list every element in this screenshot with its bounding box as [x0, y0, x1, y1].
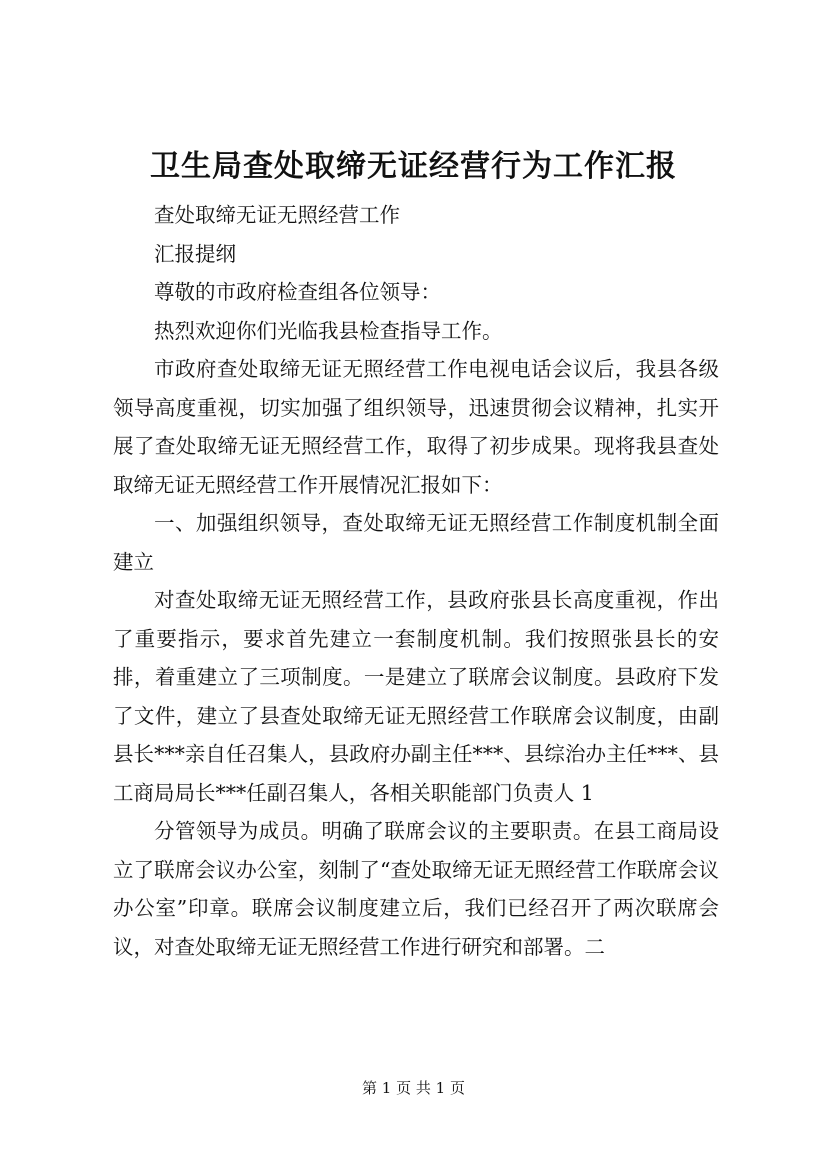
- paragraph-welcome: 热烈欢迎你们光临我县检查指导工作。: [154, 318, 503, 343]
- document-title: 卫生局查处取缔无证经营行为工作汇报: [150, 149, 677, 184]
- page-footer: 第 1 页 共 1 页: [362, 1079, 465, 1097]
- paragraph-intro: 市政府查处取缔无证无照经营工作电视电话会议后，我县各级领导高度重视，切实加强了组织领导，迅速贯彻会议精神，扎实开展了查处取缔无证无照经营工作，取得了初步成果。现将我县查处取缔无证无照经营工作开展情况汇报如下：: [113, 357, 719, 497]
- paragraph-outline: 汇报提纲: [154, 241, 236, 266]
- paragraph-salutation: 尊敬的市政府检查组各位领导：: [154, 280, 441, 304]
- paragraph-body: 对查处取缔无证无照经营工作，县政府张县长高度重视，作出了重要指示，要求首先建立一套制度机制。我们按照张县长的安排，着重建立了三项制度。一是建立了联席会议制度。县政府下发了文件，建立了县查处取缔无证无照经营工作联席会议制度，由副县长***亲自任召集人，县政府办副主任***、县综治办主任***、县工商局局长***任副召集人，各相关职能部门负责人 1: [113, 588, 719, 805]
- document-body: [113, 196, 719, 966]
- paragraph-subtitle: 查处取缔无证无照经营工作: [154, 203, 400, 227]
- paragraph-body: 分管领导为成员。明确了联席会议的主要职责。在县工商局设立了联席会议办公室，刻制了“查处取缔无证无照经营工作联席会议办公室”印章。联席会议制度建立后，我们已经召开了两次联席会议，对查处取缔无证无照经营工作进行研究和部署。二: [113, 819, 719, 959]
- section-heading-1: 一、加强组织领导，查处取缔无证无照经营工作制度机制全面建立: [113, 511, 719, 574]
